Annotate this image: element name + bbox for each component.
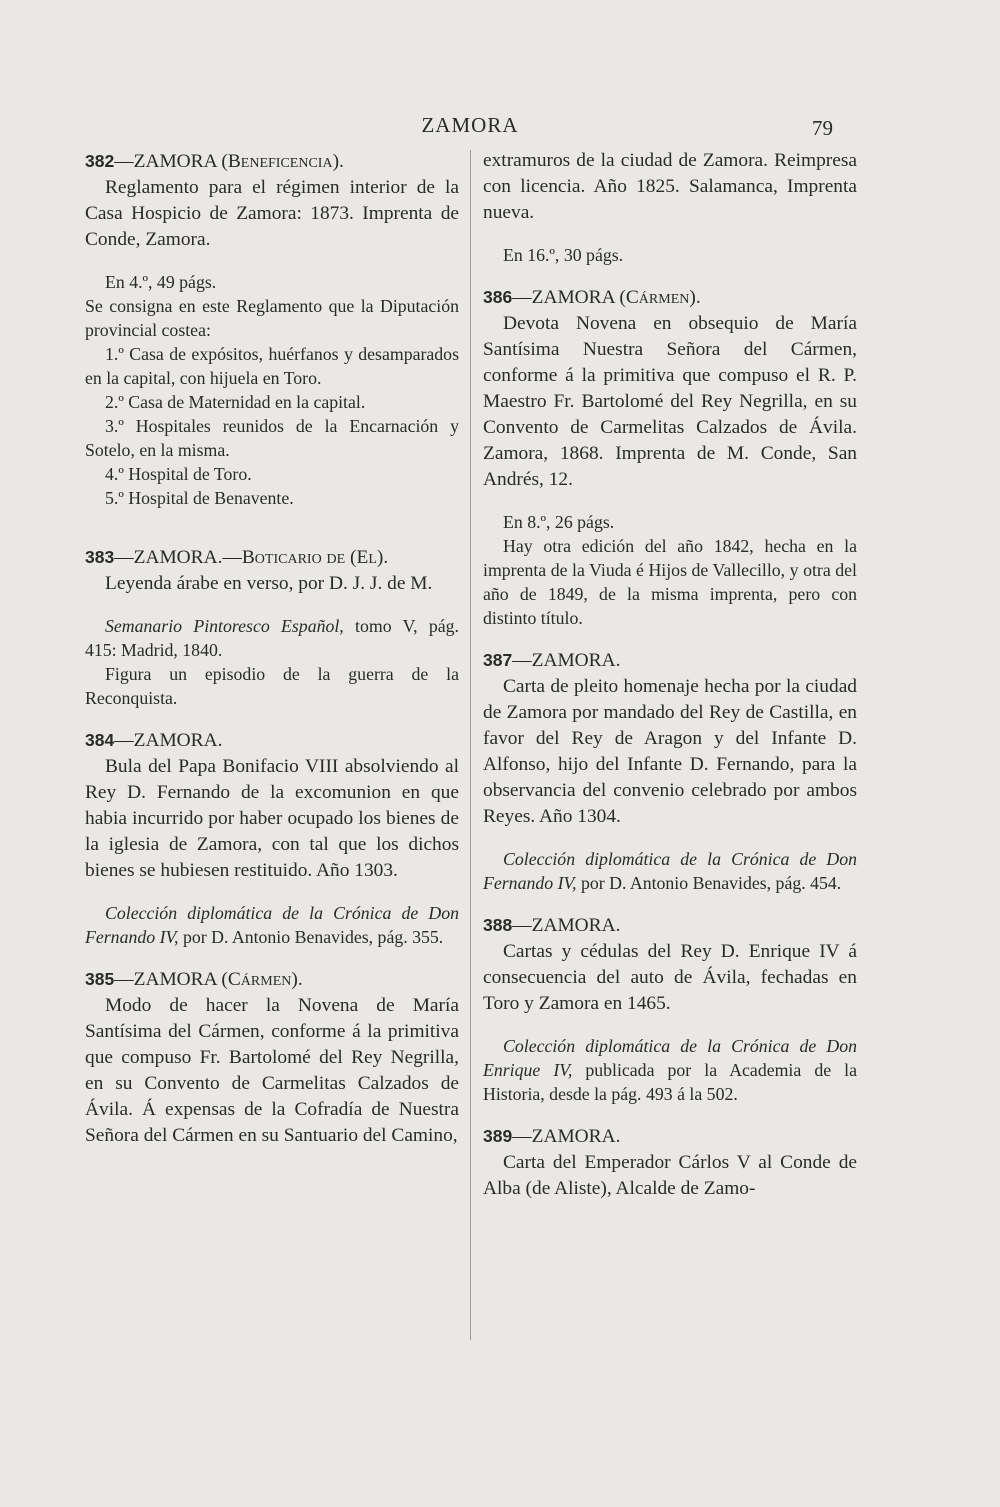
entry-body: Carta de pleito homenaje hecha por la ciudad de Zamora por mandado del Rey de Castilla, en favor del Rey de Aragon y del Infante D. Alfonso, hijo del Infante D. Fernando, para la observancia del convenio celebrado por ambos Reyes. Año 1304. xyxy=(483,676,857,827)
entry-format: En 4.º, 49 págs. xyxy=(105,272,217,292)
left-column xyxy=(85,148,459,1149)
entry-format: En 16.º, 30 págs. xyxy=(503,245,624,265)
entry-389 xyxy=(483,1123,857,1202)
entry-382 xyxy=(85,148,459,510)
entry-citation: Semanario Pintoresco Español, tomo V, pág. 415: Madrid, 1840. xyxy=(85,616,459,660)
column-divider xyxy=(470,150,471,1340)
entry-format: En 8.º, 26 págs. xyxy=(503,512,615,532)
entry-385 xyxy=(85,966,459,1149)
entry-heading: 383—ZAMORA.—Boticario de (El). xyxy=(85,547,389,568)
entry-386 xyxy=(483,284,857,630)
entry-note: Se consigna en este Reglamento que la Diputación provincial costea: xyxy=(85,296,459,340)
entry-heading: 382—ZAMORA (Beneficencia). xyxy=(85,151,344,172)
entry-body: extramuros de la ciudad de Zamora. Reimpresa con licencia. Año 1825. Salamanca, Imprenta nueva. xyxy=(483,150,857,223)
entry-citation: Colección diplomática de la Crónica de Don Fernando IV, por D. Antonio Benavides, pág. 454. xyxy=(483,849,857,893)
list-item: 4.º Hospital de Toro. xyxy=(105,464,252,484)
entry-note: Hay otra edición del año 1842, hecha en la imprenta de la Viuda é Hijos de Vallecillo, y otra del año de 1849, de la misma imprenta, pero con distinto título. xyxy=(483,536,857,628)
entry-383 xyxy=(85,544,459,710)
list-item: 5.º Hospital de Benavente. xyxy=(105,488,294,508)
entry-heading: 386—ZAMORA (Cármen). xyxy=(483,287,701,308)
entry-387 xyxy=(483,647,857,895)
entry-388 xyxy=(483,912,857,1106)
right-column xyxy=(483,148,857,1202)
entry-heading: 389—ZAMORA. xyxy=(483,1126,621,1147)
list-item: 3.º Hospitales reunidos de la Encarnación y Sotelo, en la misma. xyxy=(85,416,459,460)
page-number: 79 xyxy=(812,116,833,140)
entry-citation: Colección diplomática de la Crónica de Don Fernando IV, por D. Antonio Benavides, pág. 355. xyxy=(85,903,459,947)
entry-384 xyxy=(85,727,459,949)
entry-body: Cartas y cédulas del Rey D. Enrique IV á consecuencia del auto de Ávila, fechadas en Toro y Zamora en 1465. xyxy=(483,941,857,1014)
entry-heading: 384—ZAMORA. xyxy=(85,730,223,751)
entry-heading: 385—ZAMORA (Cármen). xyxy=(85,969,303,990)
entry-body: Reglamento para el régimen interior de la Casa Hospicio de Zamora: 1873. Imprenta de Conde, Zamora. xyxy=(85,177,459,250)
entry-note: Figura un episodio de la guerra de la Reconquista. xyxy=(85,664,459,708)
entry-body: Leyenda árabe en verso, por D. J. J. de M. xyxy=(105,573,433,594)
entry-heading: 388—ZAMORA. xyxy=(483,915,621,936)
entry-body: Bula del Papa Bonifacio VIII absolviendo al Rey D. Fernando de la excomunion en que habia incurrido por haber ocupado los bienes de la iglesia de Zamora, con tal que los dichos bienes se hubiesen restituido. Año 1303. xyxy=(85,756,459,881)
list-item: 1.º Casa de expósitos, huérfanos y desamparados en la capital, con hijuela en Toro. xyxy=(85,344,459,388)
list-item: 2.º Casa de Maternidad en la capital. xyxy=(105,392,366,412)
entry-body: Devota Novena en obsequio de María Santísima Nuestra Señora del Cármen, conforme á la primitiva que compuso el R. P. Maestro Fr. Bartolomé del Rey Negrilla, en su Convento de Carmelitas Calzados de Ávila. Zamora, 1868. Imprenta de M. Conde, San Andrés, 12. xyxy=(483,313,857,490)
running-header: ZAMORA xyxy=(421,113,519,137)
entry-body: Modo de hacer la Novena de María Santísima del Cármen, conforme á la primitiva que compuso Fr. Bartolomé del Rey Negrilla, en su Convento de Carmelitas Calzados de Ávila. Á expensas de la Cofradía de Nuestra Señora del Cármen en su Santuario del Camino, xyxy=(85,995,459,1146)
entry-heading: 387—ZAMORA. xyxy=(483,650,621,671)
entry-body: Carta del Emperador Cárlos V al Conde de Alba (de Aliste), Alcalde de Zamo- xyxy=(483,1152,857,1199)
entry-385-continued xyxy=(483,148,857,267)
entry-citation: Colección diplomática de la Crónica de Don Enrique IV, publicada por la Academia de la Historia, desde la pág. 493 á la 502. xyxy=(483,1036,857,1104)
